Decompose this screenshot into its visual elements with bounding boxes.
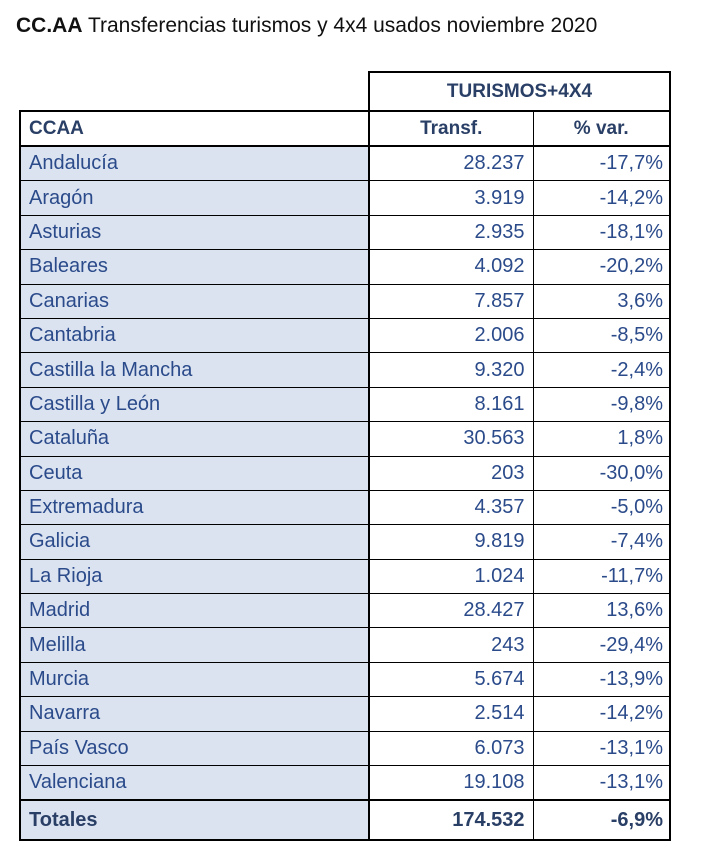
transf-cell: 7.857 [369, 284, 533, 318]
var-cell: 3,6% [533, 284, 670, 318]
region-name-cell: Cataluña [20, 422, 369, 456]
transf-cell: 28.237 [369, 146, 533, 181]
var-cell: 1,8% [533, 422, 670, 456]
region-name-cell: Murcia [20, 662, 369, 696]
region-name-cell: Cantabria [20, 318, 369, 352]
var-cell: -5,0% [533, 490, 670, 524]
table-row [20, 146, 670, 181]
transf-cell: 3.919 [369, 181, 533, 215]
var-cell: -13,9% [533, 662, 670, 696]
var-cell: -9,8% [533, 387, 670, 421]
transf-cell: 1.024 [369, 559, 533, 593]
var-cell: -14,2% [533, 697, 670, 731]
var-cell: 13,6% [533, 594, 670, 628]
var-cell: -18,1% [533, 215, 670, 249]
transf-cell: 2.514 [369, 697, 533, 731]
transf-cell: 9.819 [369, 525, 533, 559]
var-cell: -30,0% [533, 456, 670, 490]
title-bold: CC.AA [16, 14, 83, 37]
table-row [20, 250, 670, 284]
region-name-cell: Melilla [20, 628, 369, 662]
var-cell: -20,2% [533, 250, 670, 284]
table-row [20, 387, 670, 421]
var-cell: -8,5% [533, 318, 670, 352]
transf-cell: 9.320 [369, 353, 533, 387]
table-row [20, 559, 670, 593]
region-name-cell: Andalucía [20, 146, 369, 181]
transf-cell: 19.108 [369, 766, 533, 801]
region-name-cell: Ceuta [20, 456, 369, 490]
table-row [20, 697, 670, 731]
table-body [20, 146, 670, 800]
group-header-spacer [20, 72, 369, 111]
region-name-cell: Baleares [20, 250, 369, 284]
transf-cell: 243 [369, 628, 533, 662]
region-name-cell: Valenciana [20, 766, 369, 801]
table-row [20, 181, 670, 215]
transf-cell: 4.092 [369, 250, 533, 284]
transf-cell: 5.674 [369, 662, 533, 696]
total-transf: 174.532 [369, 800, 533, 840]
transf-cell: 2.935 [369, 215, 533, 249]
table-row [20, 353, 670, 387]
transf-cell: 2.006 [369, 318, 533, 352]
data-table [19, 71, 671, 841]
table-row [20, 594, 670, 628]
region-name-cell: Madrid [20, 594, 369, 628]
region-name-cell: La Rioja [20, 559, 369, 593]
table-row [20, 215, 670, 249]
table-row [20, 628, 670, 662]
transf-cell: 30.563 [369, 422, 533, 456]
transf-cell: 203 [369, 456, 533, 490]
var-cell: -7,4% [533, 525, 670, 559]
table-row [20, 525, 670, 559]
table-row [20, 422, 670, 456]
region-name-cell: Canarias [20, 284, 369, 318]
table-row [20, 490, 670, 524]
table-row [20, 284, 670, 318]
total-row [20, 800, 670, 840]
region-name-cell: Aragón [20, 181, 369, 215]
region-name-cell: Asturias [20, 215, 369, 249]
transf-cell: 28.427 [369, 594, 533, 628]
transf-cell: 4.357 [369, 490, 533, 524]
table-row [20, 766, 670, 801]
region-name-cell: Galicia [20, 525, 369, 559]
transf-cell: 8.161 [369, 387, 533, 421]
region-name-cell: Navarra [20, 697, 369, 731]
var-cell: -11,7% [533, 559, 670, 593]
transf-cell: 6.073 [369, 731, 533, 765]
var-cell: -13,1% [533, 731, 670, 765]
table-row [20, 731, 670, 765]
column-header-var: % var. [533, 111, 670, 146]
column-header-ccaa: CCAA [20, 111, 369, 146]
region-name-cell: Castilla y León [20, 387, 369, 421]
table-row [20, 318, 670, 352]
total-var: -6,9% [533, 800, 670, 840]
var-cell: -14,2% [533, 181, 670, 215]
var-cell: -29,4% [533, 628, 670, 662]
var-cell: -2,4% [533, 353, 670, 387]
var-cell: -17,7% [533, 146, 670, 181]
region-name-cell: Extremadura [20, 490, 369, 524]
group-header: TURISMOS+4X4 [369, 72, 670, 111]
region-name-cell: País Vasco [20, 731, 369, 765]
var-cell: -13,1% [533, 766, 670, 801]
table-row [20, 662, 670, 696]
title-rest: Transferencias turismos y 4x4 usados noviembre 2020 [82, 14, 598, 37]
column-header-row [20, 111, 670, 146]
region-name-cell: Castilla la Mancha [20, 353, 369, 387]
group-header-row [20, 72, 670, 111]
page-title [16, 14, 597, 38]
total-label: Totales [20, 800, 369, 840]
column-header-transf: Transf. [369, 111, 533, 146]
table-row [20, 456, 670, 490]
